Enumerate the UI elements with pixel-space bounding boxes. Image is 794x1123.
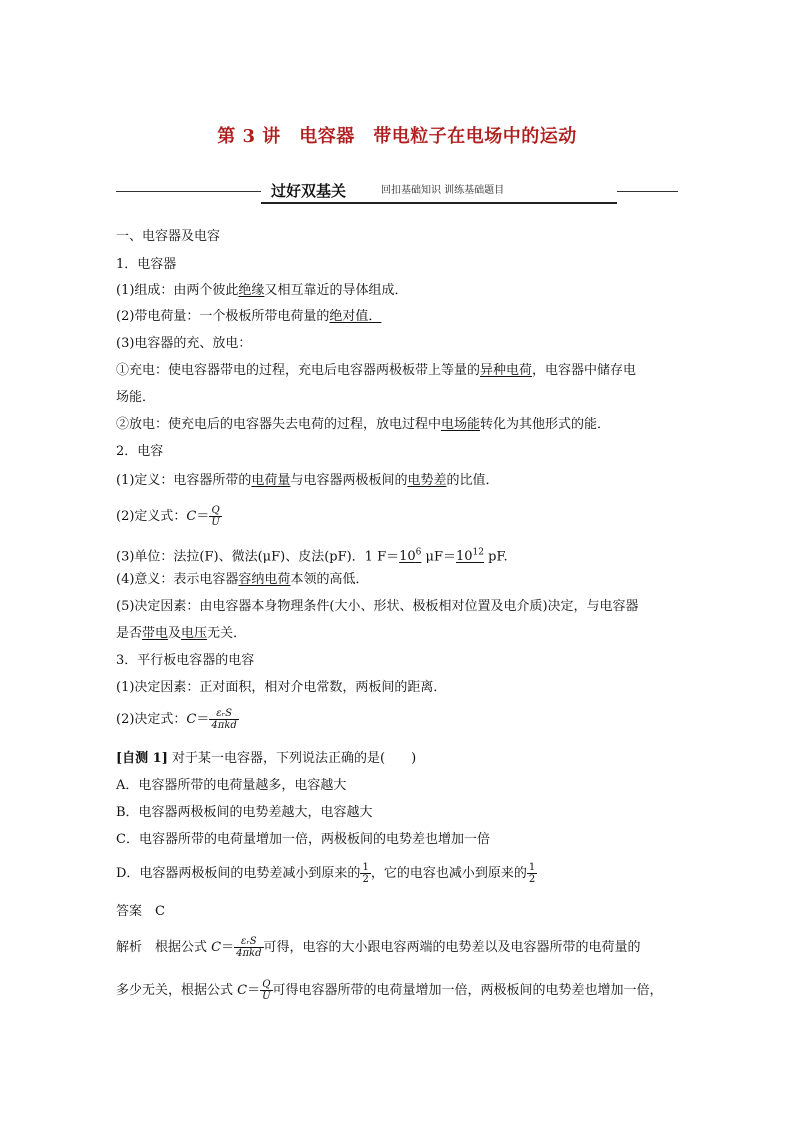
underlined-term: 绝对值． [329,309,382,324]
section-banner [116,180,678,204]
answer-line: 答案 C [116,904,165,919]
underlined-term: 带电 [142,626,169,641]
underlined-term: 电压 [181,626,208,641]
underlined-term: $10^6$ [399,548,422,565]
underlined-term: 电势差 [407,473,447,488]
item-heading: 3．平行板电容器的电容 [116,653,255,668]
option-d: D．电容器两极板间的电势差减小到原来的 $\frac{1}{2}$ ，它的电容也减小到原来的 $\frac{1}{2}$ [116,862,536,885]
question-stem: [自测 1] 对于某一电容器，下列说法正确的是( ) [116,751,417,766]
banner-box [261,180,617,204]
paragraph: (1)组成：由两个彼此绝缘又相互靠近的导体组成． [116,283,408,298]
item-heading: 2．电容 [116,444,164,459]
paragraph: (3)单位：法拉(F)、微法(μF)、皮法(pF)．1 $F=10^6$ $\mu F=10^{12}$ pF. [116,548,508,565]
fraction: $\frac{Q}{U}$ [262,979,271,1002]
paragraph: (1)决定因素：正对面积，相对介电常数，两板间的距离． [116,680,447,695]
formula-line: (2)定义式：C＝ $\frac{Q}{U}$ [116,505,220,528]
formula-line: (2)决定式：C＝ $\frac{\text{εᵣS}}{\text{4πkd}}$ [116,708,237,731]
underlined-term: 电场能 [441,417,481,432]
section-heading: 一、电容器及电容 [116,229,221,244]
paragraph: ①充电：使电容器带电的过程，充电后电容器两极板带上等量的异种电荷，电容器中储存电 [116,363,637,378]
paragraph: 是否带电及电压无关． [116,626,247,641]
paragraph: (3)电容器的充、放电： [116,336,252,351]
underlined-term: 异种电荷 [480,363,533,378]
option-a: A．电容器所带的电荷量越多，电容越大 [116,778,347,793]
paragraph: (5)决定因素：由电容器本身物理条件(大小、形状、极板相对位置及电介质)决定，与电容器 [116,599,639,614]
paragraph: (2)带电荷量：一个极板所带电荷量的绝对值． [116,309,382,324]
underlined-term: $10^{12}$ [456,548,484,565]
underlined-term: 绝缘 [238,283,265,298]
paragraph: ②放电：使充电后的电容器失去电荷的过程，放电过程中电场能转化为其他形式的能． [116,417,611,432]
item-heading: 1．电容器 [116,257,177,272]
fraction: $\frac{1}{2}$ [528,862,536,885]
paragraph: (4)意义：表示电容器容纳电荷本领的高低． [116,572,369,587]
explanation-line: 多少无关，根据公式 C＝ $\frac{Q}{U}$ 可得电容器所带的电荷量增加一倍，两极板间的电势差也增加一倍， [116,979,663,1002]
explanation-line: 解析 根据公式 C＝ $\frac{\text{εᵣS}}{\text{4πkd}}$ 可得，电容的大小跟电容两端的电势差以及电容器所带的电荷量的 [116,936,641,959]
banner-rule-left [116,191,261,192]
question-tag: [自测 1] [116,751,168,766]
banner-sub-label: 回扣基础知识 训练基础题目 [381,185,505,196]
page-title: 第 3 讲 电容器 带电粒子在电场中的运动 [217,126,577,147]
fraction: $\frac{\text{εᵣS}}{\text{4πkd}}$ [236,936,262,959]
banner-main-label: 过好双基关 [271,182,347,200]
paragraph: 场能． [116,390,156,405]
fraction: $\frac{1}{2}$ [362,862,369,885]
option-c: C．电容器所带的电荷量增加一倍，两极板间的电势差也增加一倍 [116,832,490,847]
paragraph: (1)定义：电容器所带的电荷量与电容器两极板间的电势差的比值． [116,473,499,488]
option-b: B．电容器两极板间的电势差越大，电容越大 [116,805,373,820]
fraction: $\frac{Q}{U}$ [211,505,220,528]
underlined-term: 容纳电荷 [238,572,291,587]
fraction: $\frac{\text{εᵣS}}{\text{4πkd}}$ [211,708,237,731]
underlined-term: 电荷量 [251,473,291,488]
banner-rule-right [617,191,678,192]
